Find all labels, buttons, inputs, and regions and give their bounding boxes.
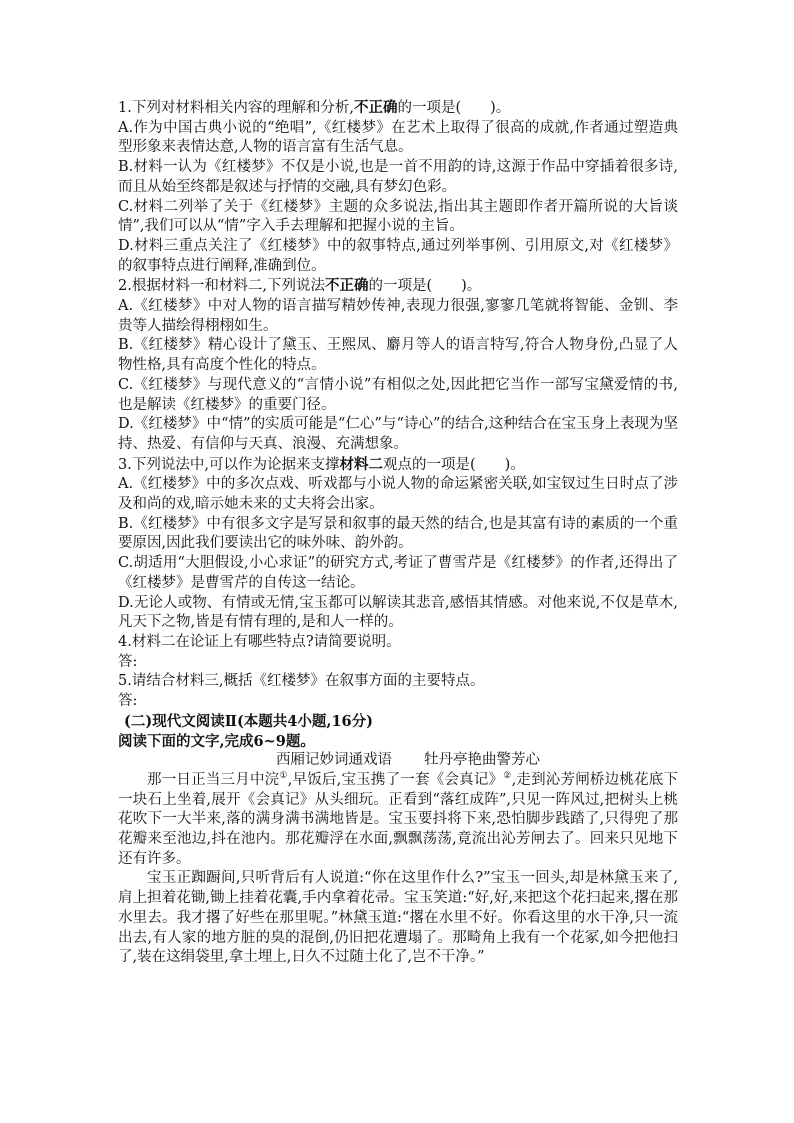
footnote-marker-1: ① bbox=[279, 771, 288, 782]
question-2 bbox=[118, 276, 678, 297]
q3-option-c: C.胡适用“大胆假设,小心求证”的研究方式,考证了曹雪芹是《红楼梦》的作者,还得出了《红楼梦》是曹雪芹的自传这一结论。 bbox=[118, 555, 678, 591]
q1-option-c: C.材料二列举了关于《红楼梦》主题的众多说法,指出其主题即作者开篇所说的大旨谈情”,我们可以从“情”字入手去理解和把握小说的主旨。 bbox=[118, 198, 678, 235]
q2-option-d: D.《红楼梦》中“情”的实质可能是“仁心”与“诗心”的结合,这种结合在宝玉身上表现为坚持、热爱、有信仰与天真、浪漫、充满想象。 bbox=[118, 416, 678, 452]
document-page bbox=[118, 98, 678, 968]
question-1-tail: 的一项是( )。 bbox=[397, 100, 511, 116]
q1-option-d: D.材料三重点关注了《红楼梦》中的叙事特点,通过列举事例、引用原文,对《红楼梦》的叙事特点进行阐释,准确到位。 bbox=[118, 237, 678, 274]
paragraph-1-part-c: ,走到沁芳闸桥边桃花底下一块石上坐着,展开《会真记》从头细玩。正看到“落红成阵”,只见一阵风过,把树头上桃花吹下一大半来,落的满身满书满地皆是。宝玉要抖将下来,恐怕脚步践踏了,只得兜了那花瓣来至池边,抖在池内。那花瓣浮在水面,飘飘荡荡,竟流出沁芳闸去了。回来只见地下还有许多。 bbox=[118, 771, 678, 867]
passage-title bbox=[138, 751, 678, 771]
passage-title-right: 牡丹亭艳曲警芳心 bbox=[424, 752, 540, 769]
passage-paragraph-1 bbox=[118, 771, 678, 870]
q3-option-d: D.无论人或物、有情或无情,宝玉都可以解读其悲音,感悟其情感。对他来说,不仅是草木,凡天下之物,皆是有情有理的,是和人一样的。 bbox=[118, 594, 678, 631]
question-2-emphasis: 不正确 bbox=[324, 277, 369, 295]
q3-option-a: A.《红楼梦》中的多次点戏、听戏都与小说人物的命运紧密关联,如宝钗过生日时点了涉及和尚的戏,暗示她未来的丈夫将会出家。 bbox=[118, 476, 678, 513]
passage-title-left: 西厢记妙词通戏语 bbox=[276, 752, 392, 769]
q2-option-a: A.《红楼梦》中对人物的语言描写精妙传神,表现力很强,寥寥几笔就将智能、金钏、李贵等人描绘得栩栩如生。 bbox=[118, 298, 678, 334]
answer-label-5: 答: bbox=[118, 693, 138, 710]
q1-option-a: A.作为中国古典小说的“绝唱”,《红楼梦》在艺术上取得了很高的成就,作者通过塑造典型形象来表情达意,人物的语言富有生活气息。 bbox=[118, 119, 678, 156]
paragraph-1-part-a: 那一日正当三月中浣 bbox=[147, 771, 280, 788]
question-2-text: 2.根据材料一和材料二,下列说法 bbox=[118, 278, 325, 295]
question-2-tail: 的一项是( )。 bbox=[368, 278, 482, 295]
footnote-marker-2: ② bbox=[503, 771, 512, 782]
question-4: 4.材料二在论证上有哪些特点?请简要说明。 bbox=[118, 633, 401, 650]
q2-option-b: B.《红楼梦》精心设计了黛玉、王熙凤、麝月等人的语言特写,符合人物身份,凸显了人物性格,具有高度个性化的特点。 bbox=[118, 337, 678, 374]
question-3-tail: 观点的一项是( )。 bbox=[382, 456, 525, 473]
question-1-emphasis: 不正确 bbox=[353, 99, 398, 116]
passage-paragraph-2: 宝玉正踟蹰间,只听背后有人说道:“你在这里作什么?”宝玉一回头,却是林黛玉来了,肩上担着花锄,锄上挂着花囊,手内拿着花帚。宝玉笑道:“好,好,来把这个花扫起来,撂在那水里去。我才撂了好些在那里呢。”林黛玉道:“撂在水里不好。你看这里的水干净,只一流出去,有人家的地方脏的臭的混倒,仍旧把花遭塌了。那畸角上我有一个花冢,如今把他扫了,装在这绢袋里,拿土埋上,日久不过随土化了,岂不干净。” bbox=[118, 870, 678, 966]
reading-instruction: 阅读下面的文字,完成6~9题。 bbox=[118, 732, 315, 750]
question-1-text: 1.下列对材料相关内容的理解和分析, bbox=[118, 100, 354, 116]
paragraph-1-part-b: ,早饭后,宝玉携了一套《会真记》 bbox=[287, 771, 504, 788]
question-3 bbox=[118, 455, 678, 476]
q2-option-c: C.《红楼梦》与现代意义的“言情小说”有相似之处,因此把它当作一部写宝黛爱情的书,也是解读《红楼梦》的重要门径。 bbox=[118, 376, 678, 413]
section-heading: (二)现代文阅读Ⅱ(本题共4小题,16分) bbox=[124, 712, 373, 730]
answer-label-4: 答: bbox=[118, 653, 138, 670]
q1-option-b: B.材料一认为《红楼梦》不仅是小说,也是一首不用韵的诗,这源于作品中穿插着很多诗,而且从始至终都是叙述与抒情的交融,具有梦幻色彩。 bbox=[118, 159, 678, 195]
question-1 bbox=[118, 98, 678, 119]
question-3-text: 3.下列说法中,可以作为论据来支撑 bbox=[118, 456, 340, 473]
question-3-emphasis: 材料二 bbox=[339, 455, 383, 473]
q3-option-b: B.《红楼梦》中有很多文字是写景和叙事的最天然的结合,也是其富有诗的素质的一个重要原因,因此我们要读出它的味外味、韵外韵。 bbox=[118, 515, 678, 552]
question-5: 5.请结合材料三,概括《红楼梦》在叙事方面的主要特点。 bbox=[118, 673, 485, 690]
